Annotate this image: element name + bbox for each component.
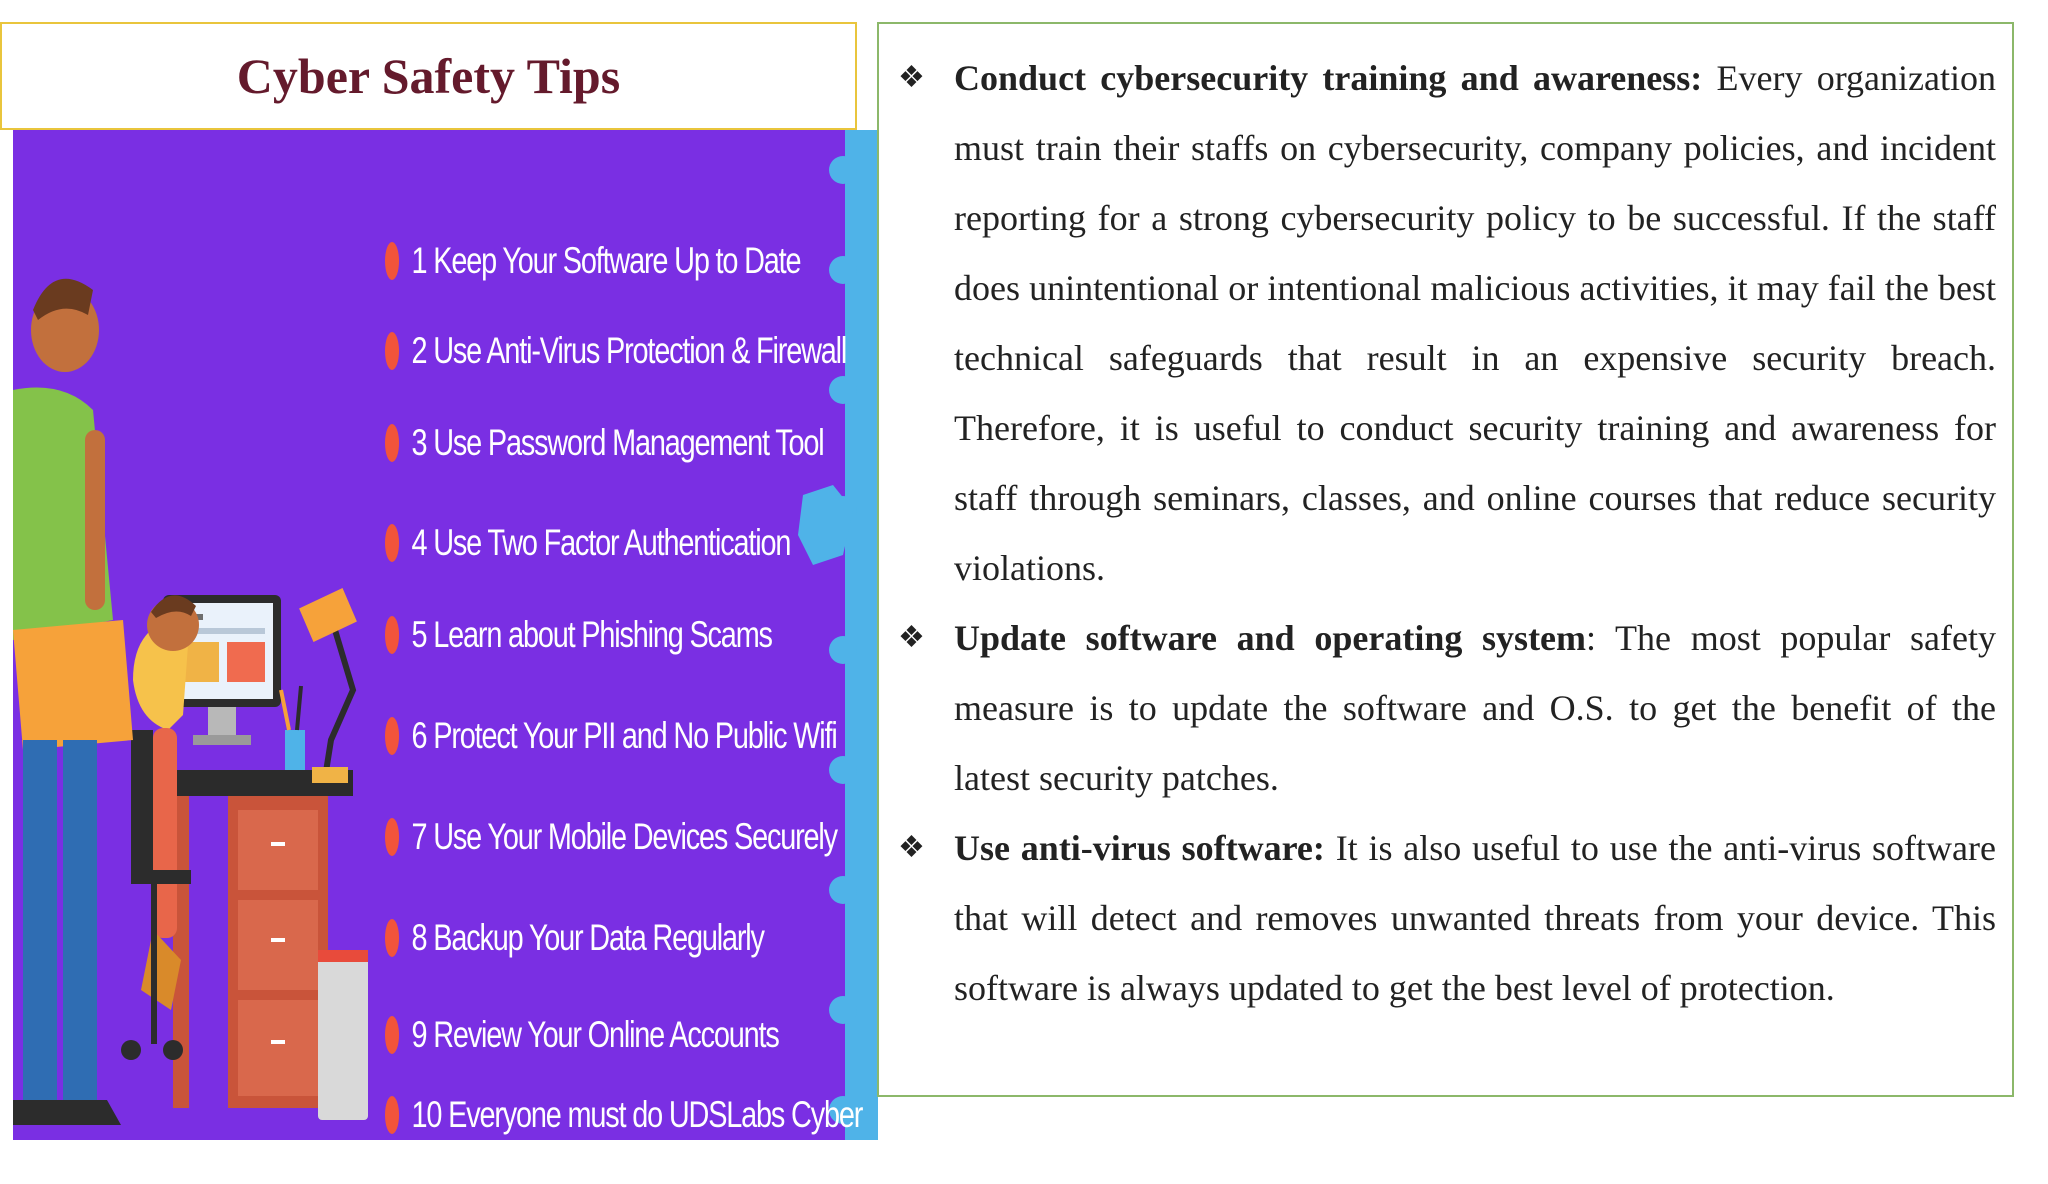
title-box xyxy=(0,22,857,130)
tip-item xyxy=(385,238,800,284)
bullet-list xyxy=(879,43,2012,1023)
pencil-cup-illustration xyxy=(281,686,305,770)
tips-text-panel xyxy=(877,22,2014,1097)
tip-item xyxy=(385,915,764,961)
tip-text-continued: Security Awareness Course xyxy=(411,1140,737,1181)
tip-bullet-icon xyxy=(385,242,399,280)
bullet-body: : The most popular safety measure is to update the software and O.S. to get the benefit of the latest security patches. xyxy=(954,618,1997,798)
tip-text: 9 Review Your Online Accounts xyxy=(411,1014,779,1055)
diamond-bullet-icon: ❖ xyxy=(898,61,925,94)
bullet-body: Every organization must train their staffs on cybersecurity, company policies, and incident reporting for a strong cybersecurity policy to be successful. If the staff does unintentional or intentional malicious activities, it may fail the best technical safeguards that result in an expensive security breach. Therefore, it is useful to conduct security training and awareness for staff through seminars, classes, and online courses that reduce security violations. xyxy=(954,58,1996,588)
bullet-term: Update software and operating system xyxy=(954,618,1587,658)
trash-can-illustration xyxy=(318,950,368,1120)
tip-text: 1 Keep Your Software Up to Date xyxy=(411,240,801,281)
tip-item xyxy=(385,1092,862,1184)
tip-text: 8 Backup Your Data Regularly xyxy=(411,917,764,958)
tip-bullet-icon xyxy=(385,332,399,370)
tip-bullet-icon xyxy=(385,424,399,462)
tip-item xyxy=(385,713,837,759)
tip-text: 10 Everyone must do UDSLabs Cyber xyxy=(411,1094,863,1135)
tip-item xyxy=(385,420,823,466)
tip-item xyxy=(385,814,837,860)
tip-text: 5 Learn about Phishing Scams xyxy=(411,614,772,655)
tip-bullet-icon xyxy=(385,818,399,856)
bullet-item-training xyxy=(879,43,2012,603)
tip-bullet-icon xyxy=(385,1096,399,1134)
bullet-item-update xyxy=(879,603,2012,813)
tip-bullet-icon xyxy=(385,616,399,654)
tip-bullet-icon xyxy=(385,524,399,562)
puzzle-pieces-icon xyxy=(798,130,878,1140)
tip-item xyxy=(385,520,790,566)
tip-item xyxy=(385,328,846,374)
page-title: Cyber Safety Tips xyxy=(236,48,621,104)
diamond-bullet-icon: ❖ xyxy=(898,621,925,654)
tip-text: 2 Use Anti-Virus Protection & Firewall xyxy=(411,330,847,371)
cyber-safety-infographic xyxy=(13,130,878,1181)
tip-bullet-icon xyxy=(385,919,399,957)
desk-lamp-illustration xyxy=(303,592,353,780)
tip-bullet-icon xyxy=(385,1016,399,1054)
diamond-bullet-icon: ❖ xyxy=(898,831,925,864)
tip-text: 6 Protect Your PII and No Public Wifi xyxy=(411,715,837,756)
bullet-body: It is also useful to use the anti-virus software that will detect and removes unwanted threats from your device. This software is always updated to get the best level of protection. xyxy=(954,828,1996,1008)
bullet-term: Conduct cybersecurity training and awareness: xyxy=(954,58,1703,98)
tip-item xyxy=(385,1012,779,1058)
tip-text: 4 Use Two Factor Authentication xyxy=(411,522,791,563)
tip-item xyxy=(385,612,772,658)
tip-text: 7 Use Your Mobile Devices Securely xyxy=(411,816,837,857)
standing-adult-illustration xyxy=(13,279,133,1125)
tip-bullet-icon xyxy=(385,717,399,755)
bullet-item-antivirus xyxy=(879,813,2012,1023)
bullet-term: Use anti-virus software: xyxy=(954,828,1325,868)
tip-text: 3 Use Password Management Tool xyxy=(411,422,824,463)
